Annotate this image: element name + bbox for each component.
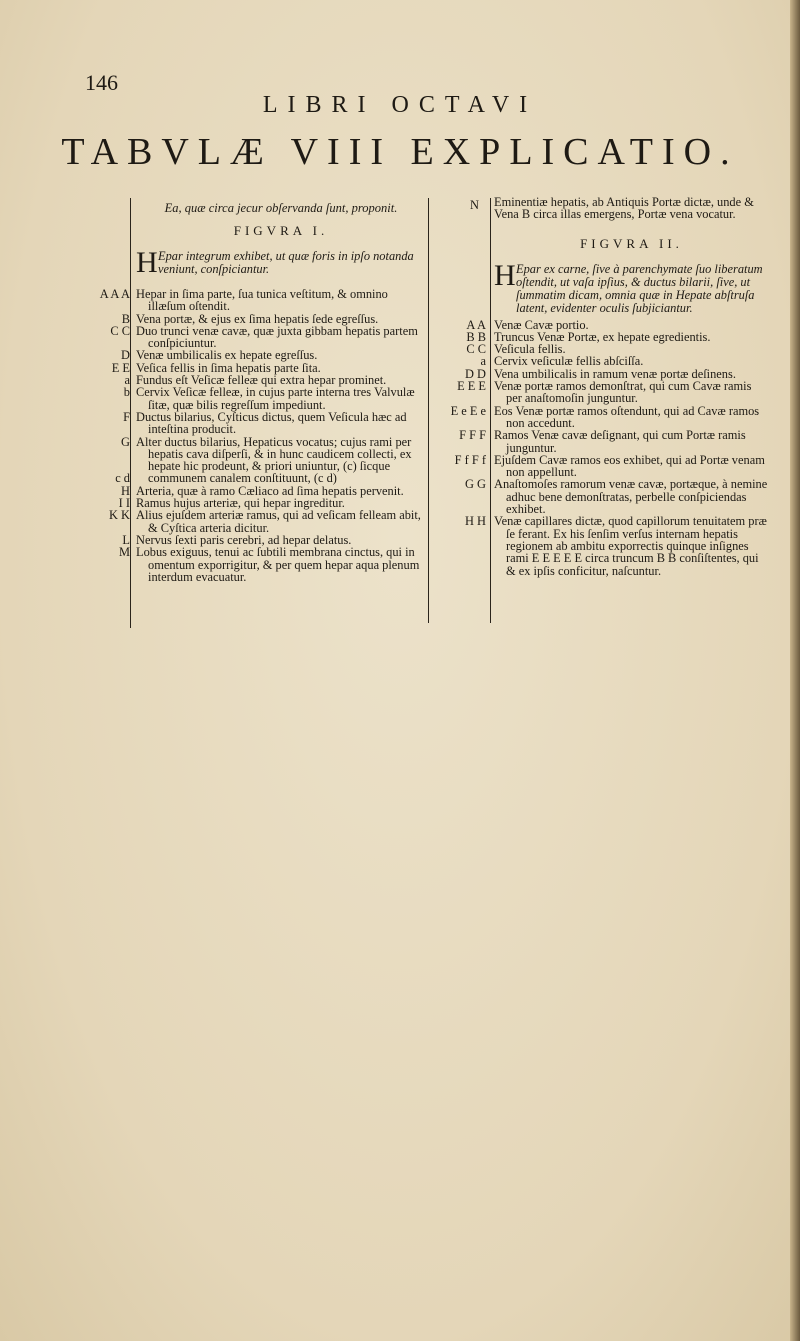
legend-text: Cervix Veſicæ felleæ, in cujus parte interna tres Valvulæ ſitæ, quæ bilis regreſſum impediunt.: [136, 385, 415, 412]
legend-text: Veſicula fellis.: [494, 342, 566, 357]
legend-text: Cervix veſiculæ fellis abſciſſa.: [494, 354, 644, 369]
legend-text: Anaſtomoſes ramorum venæ cavæ, portæque, à nemine adhuc bene demonſtratas, perbelle conſpiciendas exhibet.: [494, 477, 768, 517]
legend-text: Ejuſdem Cavæ ramos eos exhibet, qui ad Portæ venam non appellunt.: [494, 452, 765, 480]
dropcap: H: [136, 246, 158, 279]
legend-entry: [121, 348, 426, 363]
legend-entry-n: Eminentiæ hepatis, ab Antiquis Portæ dictæ, unde & Vena B circa illas emergens, Portæ vena vocatur.: [494, 195, 754, 222]
legend-label: E E: [111, 360, 130, 375]
legend-label: L: [122, 532, 130, 547]
figure-1-heading: [136, 246, 426, 279]
figure-1-legend: [99, 287, 426, 584]
legend-entry: [118, 545, 426, 584]
legend-label: G G: [465, 477, 486, 492]
left-column: [99, 200, 426, 584]
legend-text: Venæ capillares dictæ, quod capillorum tenuitatem præ ſe ferant. Ex his ſenſim verſus internam hepatis regionem ab ambitu exporrectis quinque inſignes rami E E E E E circa truncum B B conſiſtentes, qui & ex ipſis conficitur, naſcuntur.: [494, 514, 767, 578]
legend-label: a: [124, 373, 130, 388]
legend-text: Alter ductus bilarius, Hepaticus vocatus; cujus rami per hepatis cava diſperſi, & in hunc caudicem collecti, ex hepate hic prodeunt, & priori uniuntur, (c) ſicque communem canalem conſtituunt, (c d): [136, 434, 412, 486]
legend-label-n: N: [470, 198, 479, 212]
figure-2-legend: [450, 317, 769, 578]
legend-entry: [454, 452, 769, 480]
legend-text: Duo trunci venæ cavæ, quæ juxta gibbam hepatis partem conſpiciuntur.: [136, 323, 418, 351]
legend-text: Venæ Cavæ portio.: [494, 317, 589, 332]
legend-entry: [457, 379, 769, 406]
legend-entry: [465, 477, 769, 517]
legend-label: K K: [109, 508, 130, 523]
legend-text: Veſica fellis in ſima hepatis parte ſita.: [136, 360, 321, 375]
column-rule-left: [130, 198, 131, 628]
legend-text: Eos Venæ portæ ramos oſtendunt, qui ad Cavæ ramos non accedunt.: [494, 403, 760, 430]
legend-label: E E E: [457, 379, 486, 394]
legend-entry: [465, 514, 769, 578]
legend-entry: [109, 508, 426, 535]
legend-text: Ramos Venæ cavæ deſignant, qui cum Portæ ramis junguntur.: [494, 428, 746, 455]
legend-label: C C: [466, 342, 486, 357]
legend-entry: [123, 409, 426, 437]
legend-entry: [110, 323, 426, 351]
legend-label: H H: [465, 514, 486, 529]
legend-label: b: [123, 385, 130, 400]
legend-entry: [123, 385, 426, 412]
legend-label: F: [123, 409, 130, 424]
legend-label: c d: [115, 471, 130, 486]
legend-text: Nervus ſexti paris cerebri, ad hepar delatus.: [136, 532, 352, 547]
legend-label: C C: [110, 323, 130, 338]
page-title: TABVLÆ VIII EXPLICATIO.: [61, 131, 739, 173]
dropcap: H: [494, 258, 516, 292]
legend-label: G: [121, 434, 130, 449]
running-head: LIBRI OCTAVI: [262, 92, 538, 118]
legend-text: Hepar in ſima parte, ſua tunica veſtitum, & omnino illæſum oſtendit.: [136, 287, 388, 314]
figure-2-heading-text: Epar ex carne, ſive à parenchymate ſuo liberatum oſtendit, ut vaſa ipſius, & ductus bilarii, ſive, ut ſummatim dicam, omnia quæ in Hepate abſtruſa latent, evidenter oculis ſubjiciantur.: [516, 261, 763, 315]
binding-edge: [790, 0, 800, 1341]
legend-text: Venæ umbilicalis ex hepate egreſſus.: [136, 348, 318, 363]
legend-text: Alius ejuſdem arteriæ ramus, qui ad veſicam felleam abit, & Cyſtica arteria dicitur.: [136, 508, 421, 535]
legend-label: B: [121, 311, 130, 326]
figure-2-title: FIGVRA II.: [580, 235, 683, 251]
legend-text: Lobus exiguus, tenui ac ſubtili membrana cinctus, qui in omentum exporrigitur, & per quem hepar aqua plenum interdum evacuatur.: [136, 545, 420, 584]
legend-label: H: [121, 483, 130, 498]
legend-text: Venæ portæ ramos demonſtrat, qui cum Cavæ ramis per anaſtomoſin junguntur.: [494, 379, 752, 406]
legend-label: D: [121, 348, 130, 363]
legend-text: Vena portæ, & ejus ex ſima hepatis ſede egreſſus.: [136, 311, 379, 326]
legend-text: Fundus eſt Veſicæ felleæ qui extra hepar prominet.: [136, 373, 387, 388]
legend-label: I I: [118, 496, 130, 511]
page-number: 146: [85, 70, 118, 95]
legend-entry: [99, 287, 426, 314]
figure-2-heading: [494, 258, 769, 315]
legend-label: a: [480, 354, 486, 369]
legend-label: D D: [465, 366, 486, 381]
legend-label: M: [118, 545, 130, 560]
legend-label: F f F f: [454, 452, 486, 467]
legend-entry: [450, 403, 769, 430]
legend-text: Truncus Venæ Portæ, ex hepate egredientis.: [494, 329, 711, 344]
figure-1-heading-text: Epar integrum exhibet, ut quæ foris in ipſo notanda veniunt, conſpiciantur.: [158, 249, 414, 276]
legend-text: Ramus hujus arteriæ, qui hepar ingreditur.: [136, 496, 345, 511]
legend-text: Arteria, quæ à ramo Cæliaco ad ſima hepatis pervenit.: [136, 483, 404, 498]
legend-text: Ductus bilarius, Cyſticus dictus, quem Veſicula hæc ad inteſtina producit.: [136, 409, 407, 437]
legend-label: A A A: [99, 287, 130, 301]
legend-text: Vena umbilicalis in ramum venæ portæ deſinens.: [494, 366, 736, 381]
column-rule-middle: [428, 198, 429, 623]
legend-label: A A: [466, 317, 486, 332]
right-column: [450, 195, 769, 578]
legend-label: F F F: [459, 428, 486, 443]
column-rule-right: [490, 198, 491, 623]
left-intro: Ea, quæ circa jecur obſervanda ſunt, proponit.: [164, 201, 398, 215]
legend-entry: [459, 428, 769, 455]
legend-label: B B: [466, 329, 486, 344]
legend-label: E e E e: [450, 403, 486, 418]
legend-entry: [115, 434, 426, 486]
figure-1-title: FIGVRA I.: [233, 223, 329, 238]
legend-entry: [480, 354, 769, 369]
